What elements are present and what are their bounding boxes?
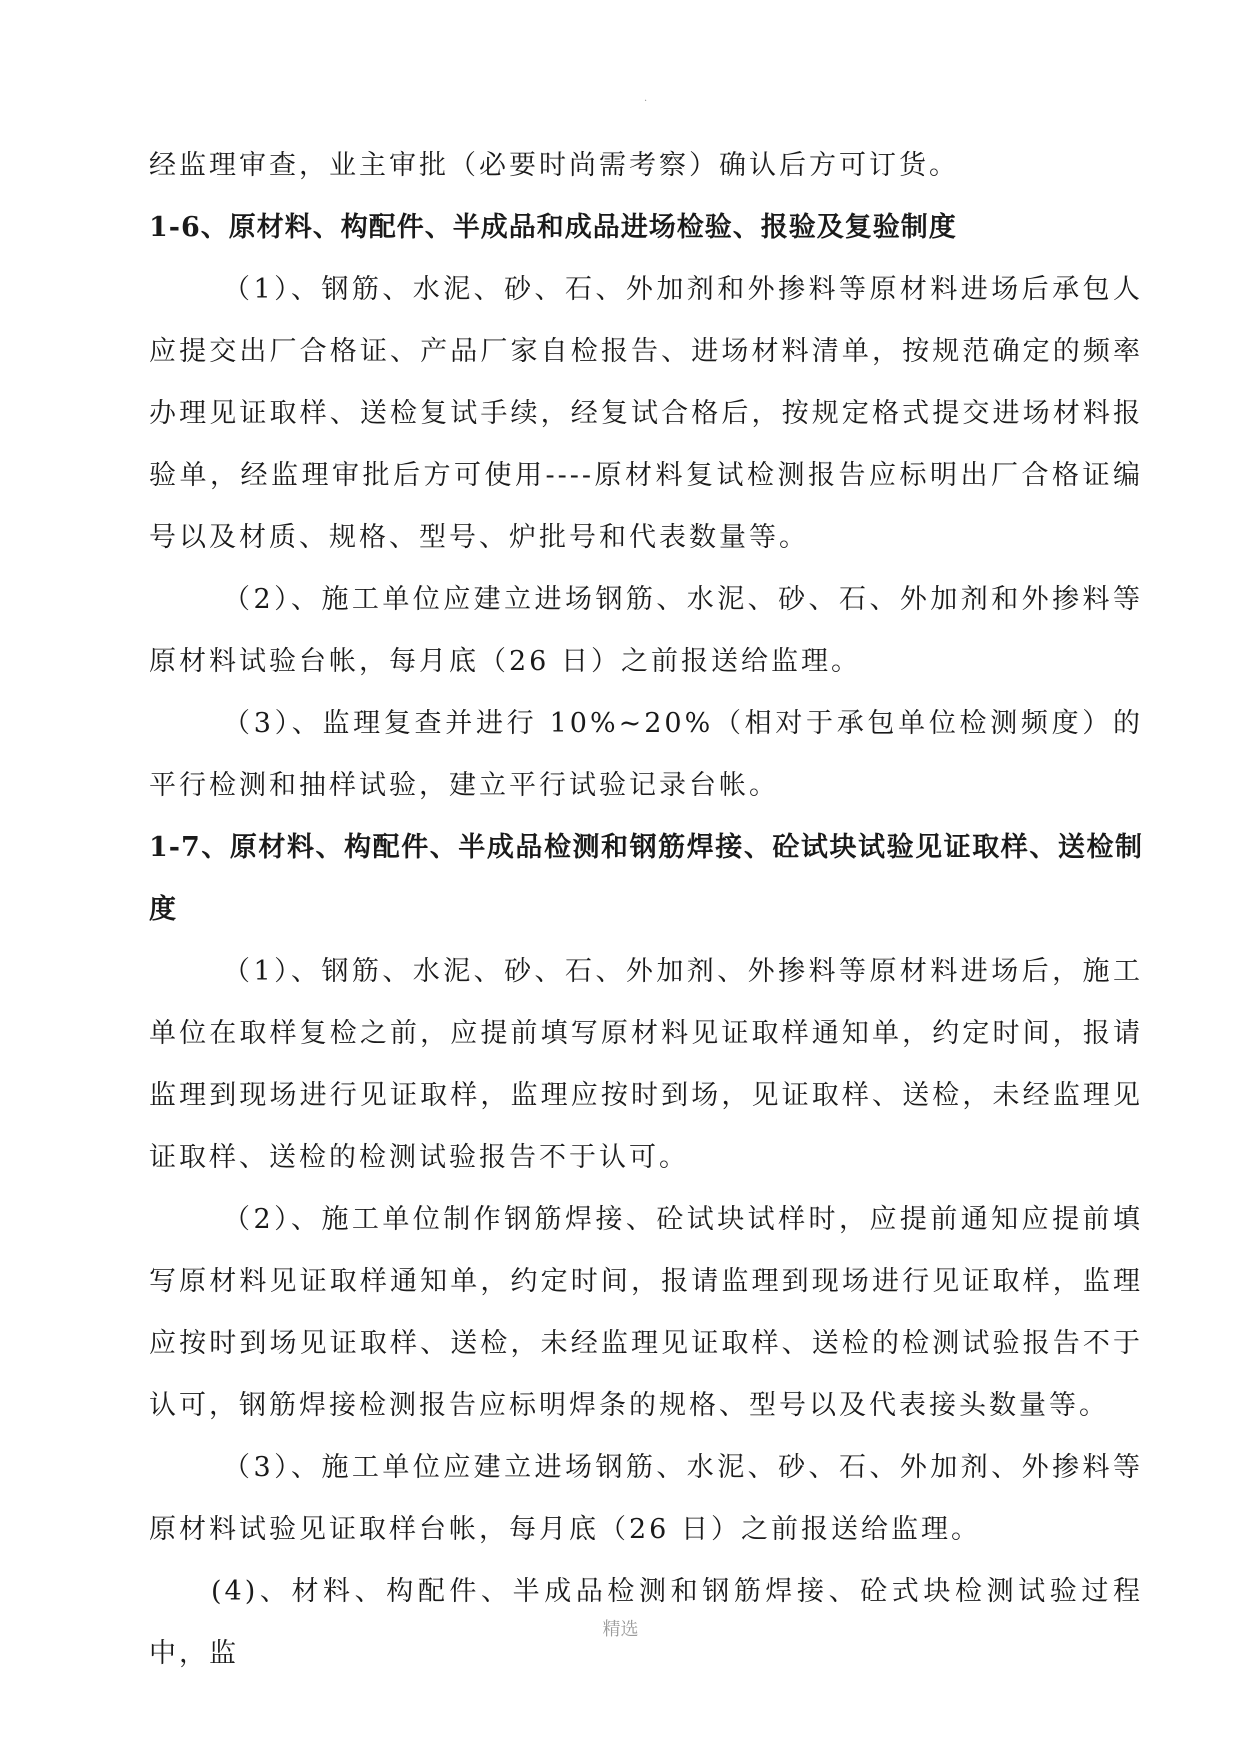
paragraph-1-6-item-2: （2）、施工单位应建立进场钢筋、水泥、砂、石、外加剂和外掺料等原材料试验台帐，每月底（26 日）之前报送给监理。 <box>149 584 1143 677</box>
paragraph-1-7-item-2: （2）、施工单位制作钢筋焊接、砼试块试样时，应提前通知应提前填写原材料见证取样通知单，约定时间，报请监理到现场进行见证取样，监理应按时到场见证取样、送检，未经监理见证取样、送检的检测试验报告不于认可，钢筋焊接检测报告应标明焊条的规格、型号以及代表接头数量等。 <box>149 1204 1143 1421</box>
paragraph-1-6-item-3: （3）、监理复查并进行 10%~20%（相对于承包单位检测频度）的平行检测和抽样试验，建立平行试验记录台帐。 <box>149 708 1143 801</box>
paragraph-continuation: 经监理审查，业主审批（必要时尚需考察）确认后方可订货。 <box>149 150 959 181</box>
paragraph-1-7-item-4: (4)、材料、构配件、半成品检测和钢筋焊接、砼式块检测试验过程中，监 <box>149 1576 1143 1669</box>
section-heading-1-6: 1-6、原材料、构配件、半成品和成品进场检验、报验及复验制度 <box>149 212 957 243</box>
paragraph-1-6-item-1: （1）、钢筋、水泥、砂、石、外加剂和外掺料等原材料进场后承包人应提交出厂合格证、产品厂家自检报告、进场材料清单，按规范确定的频率办理见证取样、送检复试手续，经复试合格后，按规定格式提交进场材料报验单，经监理审批后方可使用----原材料复试检测报告应标明出厂合格证编号以及材质、规格、型号、炉批号和代表数量等。 <box>149 274 1143 553</box>
document-body <box>149 135 1143 1685</box>
section-heading-1-7: 1-7、原材料、构配件、半成品检测和钢筋焊接、砼试块试验见证取样、送检制度 <box>149 832 1143 925</box>
page-footer: 精选 <box>602 1619 639 1640</box>
top-mark: · <box>644 96 648 107</box>
paragraph-1-7-item-1: （1）、钢筋、水泥、砂、石、外加剂、外掺料等原材料进场后，施工单位在取样复检之前，应提前填写原材料见证取样通知单，约定时间，报请监理到现场进行见证取样，监理应按时到场，见证取样、送检，未经监理见证取样、送检的检测试验报告不于认可。 <box>149 956 1143 1173</box>
paragraph-1-7-item-3: （3）、施工单位应建立进场钢筋、水泥、砂、石、外加剂、外掺料等原材料试验见证取样台帐，每月底（26 日）之前报送给监理。 <box>149 1452 1143 1545</box>
